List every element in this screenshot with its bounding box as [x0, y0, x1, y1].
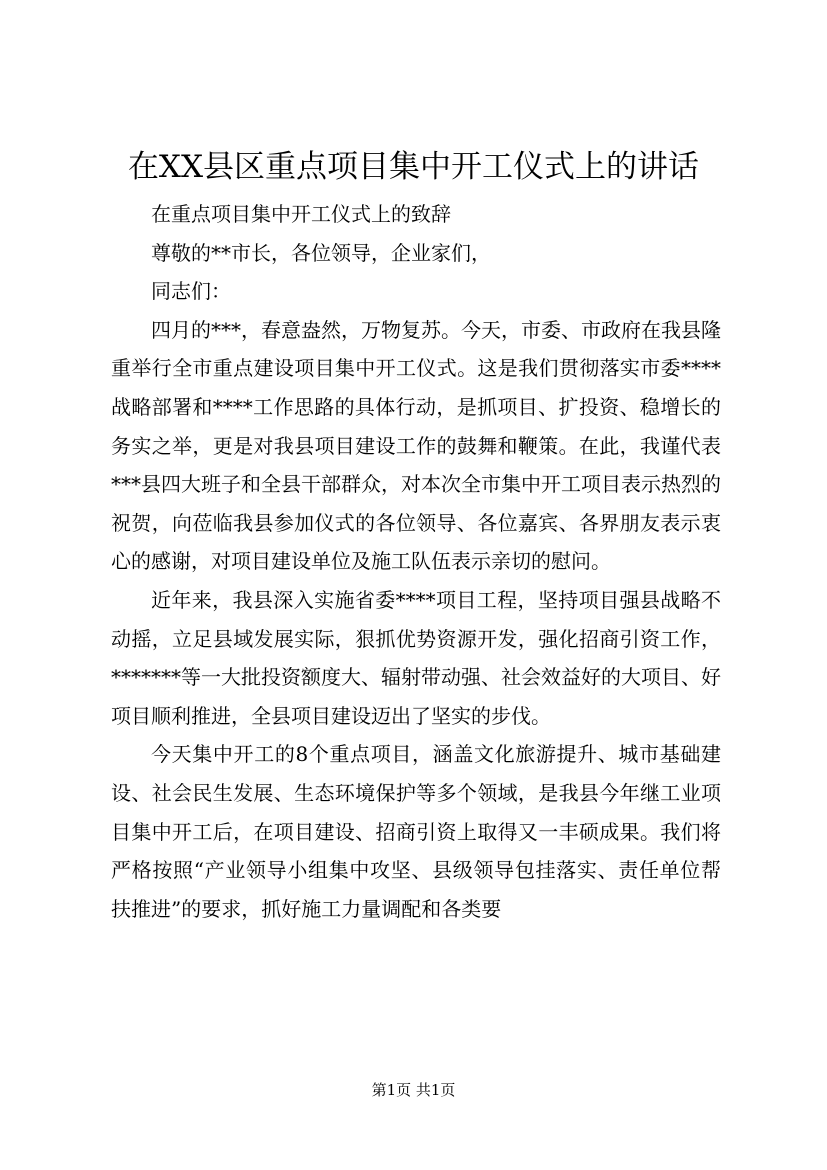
- page-footer: 第1页 共1页: [371, 1081, 456, 1099]
- paragraph-subtitle: 在重点项目集中开工仪式上的致辞: [151, 202, 451, 226]
- document-body: [111, 195, 721, 928]
- paragraph-body-2: 近年来，我县深入实施省委****项目工程，坚持项目强县战略不动摇，立足县域发展实际，狠抓优势资源开发，强化招商引资工作，*******等一大批投资额度大、辐射带动强、社会效益好的大项目、好项目顺利推进，全县项目建设迈出了坚实的步伐。: [111, 587, 721, 728]
- paragraph-salutation: 尊敬的**市长，各位领导，企业家们，: [151, 240, 491, 265]
- document-title: 在XX县区重点项目集中开工仪式上的讲话: [127, 149, 700, 185]
- paragraph-body-1: 四月的***，春意盎然，万物复苏。今天，市委、市政府在我县隆重举行全市重点建设项目集中开工仪式。这是我们贯彻落实市委****战略部署和****工作思路的具体行动，是抓项目、扩投资、稳增长的务实之举，更是对我县项目建设工作的鼓舞和鞭策。在此，我谨代表***县四大班子和全县干部群众，对本次全市集中开工项目表示热烈的祝贺，向莅临我县参加仪式的各位领导、各位嘉宾、各界朋友表示衷心的感谢，对项目建设单位及施工队伍表示亲切的慰问。: [111, 317, 721, 574]
- paragraph-body-3: 今天集中开工的8个重点项目，涵盖文化旅游提升、城市基础建设、社会民生发展、生态环境保护等多个领域，是我县今年继工业项目集中开工后，在项目建设、招商引资上取得又一丰硕成果。我们将严格按照“产业领导小组集中攻坚、县级领导包挂落实、责任单位帮扶推进”的要求，抓好施工力量调配和各类要: [111, 742, 721, 921]
- paragraph-salutation-comrades: 同志们：: [151, 279, 231, 304]
